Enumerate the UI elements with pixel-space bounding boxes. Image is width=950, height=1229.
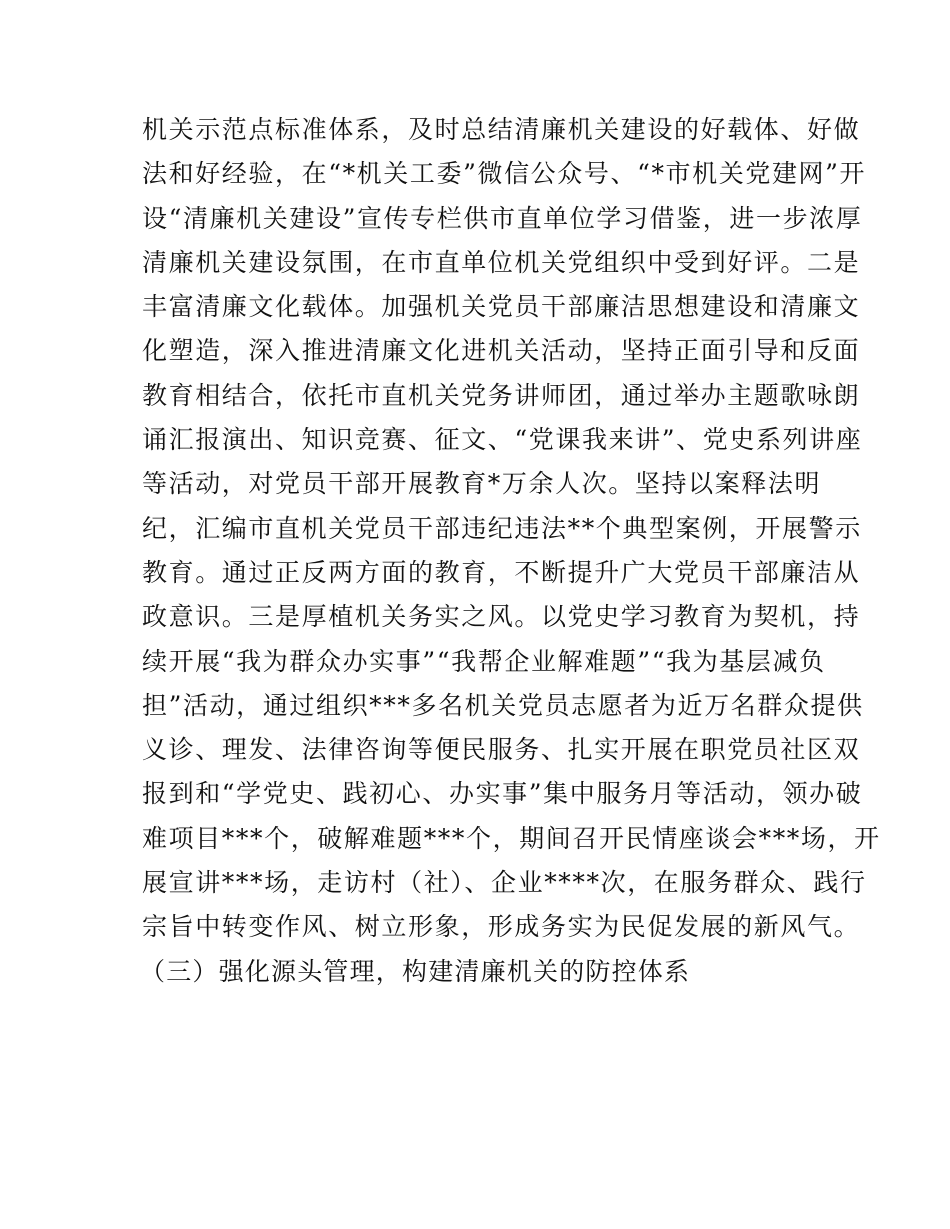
paragraph-line: 宗旨中转变作风、树立形象，形成务实为民促发展的新风气。 (142, 912, 861, 942)
paragraph-line: 等活动，对党员干部开展教育*万余人次。坚持以案释法明 (142, 469, 822, 499)
paragraph-line: 纪，汇编市直机关党员干部违纪违法**个典型案例，开展警示 (142, 513, 862, 543)
paragraph-line: 法和好经验，在“*机关工委”微信公众号、“*市机关党建网”开 (142, 159, 867, 189)
paragraph-line: 报到和“学党史、践初心、办实事”集中服务月等活动，领办破 (142, 779, 863, 809)
paragraph-line: 机关示范点标准体系，及时总结清廉机关建设的好载体、好做 (142, 115, 861, 144)
paragraph-line: 义诊、理发、法律咨询等便民服务、扎实开展在职党员社区双 (142, 735, 861, 765)
section-heading: （三）强化源头管理，构建清廉机关的防控体系 (140, 956, 691, 986)
paragraph-line: 诵汇报演出、知识竞赛、征文、“党课我来讲”、党史系列讲座 (142, 425, 863, 455)
paragraph-line: 丰富清廉文化载体。加强机关党员干部廉洁思想建设和清廉文 (142, 292, 861, 322)
paragraph-line: 清廉机关建设氛围，在市直单位机关党组织中受到好评。二是 (142, 247, 861, 277)
paragraph-line: 担”活动，通过组织***多名机关党员志愿者为近万名群众提供 (142, 690, 864, 720)
body-text (140, 108, 881, 994)
paragraph-line: 续开展“我为群众办实事”“我帮企业解难题”“我为基层减负 (142, 646, 826, 676)
paragraph-line: 难项目***个，破解难题***个，期间召开民情座谈会***场，开 (142, 823, 881, 853)
paragraph-line: 教育。通过正反两方面的教育，不断提升广大党员干部廉洁从 (142, 557, 861, 587)
paragraph-line: 化塑造，深入推进清廉文化进机关活动，坚持正面引导和反面 (142, 336, 861, 366)
paragraph-line: 政意识。三是厚植机关务实之风。以党史学习教育为契机，持 (142, 602, 861, 632)
paragraph-line: 展宣讲***场，走访村（社）、企业****次，在服务群众、践行 (142, 868, 867, 898)
paragraph-line: 设“清廉机关建设”宣传专栏供市直单位学习借鉴，进一步浓厚 (142, 203, 863, 233)
paragraph-line: 教育相结合，依托市直机关党务讲师团，通过举办主题歌咏朗 (142, 380, 861, 410)
